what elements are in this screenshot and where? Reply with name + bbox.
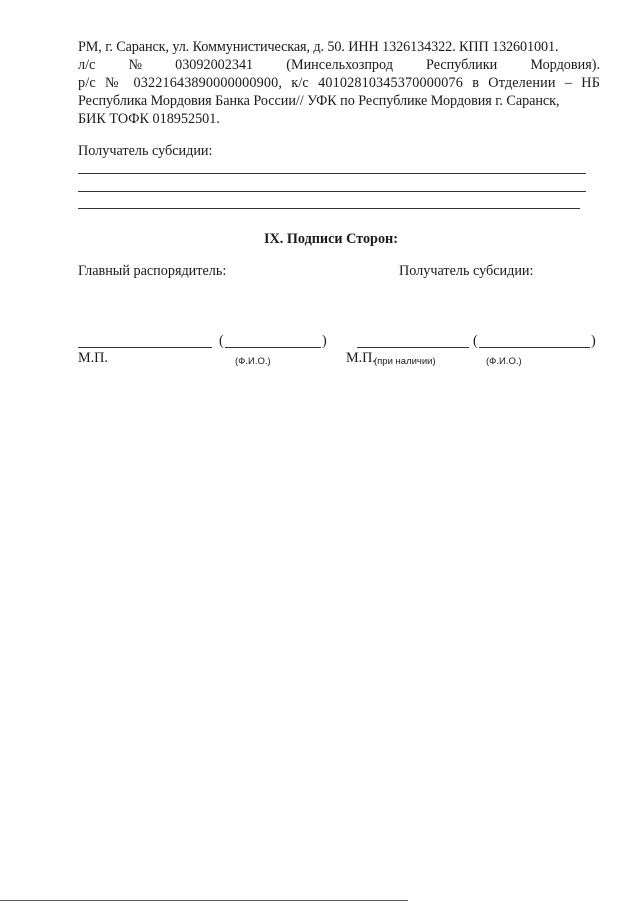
left-party-label: Главный распорядитель:	[78, 263, 227, 279]
requisites-line-4: Республика Мордовия Банка России// УФК по Республике Мордовия г. Саранск,	[78, 93, 560, 109]
right-fio-line	[479, 347, 590, 348]
republic-word: Республики	[426, 57, 498, 73]
mordovia-word: Мордовия).	[530, 57, 600, 73]
right-party-label: Получатель субсидии:	[399, 263, 534, 279]
account-label: л/с	[78, 57, 96, 73]
recipient-label: Получатель субсидии:	[78, 143, 213, 159]
requisites-line-2	[78, 56, 600, 74]
right-stamp-label: М.П.	[346, 350, 376, 366]
right-signature-line	[357, 347, 469, 348]
section-title: IX. Подписи Сторон:	[264, 231, 398, 247]
requisites-line-1: РМ, г. Саранск, ул. Коммунистическая, д. 50. ИНН 1326134322. КПП 132601001.	[78, 39, 559, 55]
requisites-line-3: р/с № 03221643890000000900, к/с 40102810345370000076 в Отделении – НБ	[78, 75, 600, 91]
recipient-fill-line-2	[78, 191, 586, 192]
recipient-fill-line-3	[78, 208, 580, 209]
recipient-fill-line-1	[78, 173, 586, 174]
left-signature-line	[78, 347, 212, 348]
left-fio-caption: (Ф.И.О.)	[235, 356, 271, 367]
ministry-name: (Минсельхозпрод	[286, 57, 393, 73]
number-sign: №	[128, 57, 142, 73]
bottom-edge-line	[0, 900, 408, 901]
left-stamp-label: М.П.	[78, 350, 108, 366]
left-fio-line	[225, 347, 321, 348]
account-number: 03092002341	[175, 57, 254, 73]
right-fio-caption: (Ф.И.О.)	[486, 356, 522, 367]
left-close-paren: )	[322, 333, 327, 349]
right-close-paren: )	[591, 333, 596, 349]
requisites-line-5: БИК ТОФК 018952501.	[78, 111, 220, 127]
left-open-paren: (	[219, 333, 224, 349]
right-open-paren: (	[473, 333, 478, 349]
right-stamp-note: (при наличии)	[374, 356, 436, 367]
